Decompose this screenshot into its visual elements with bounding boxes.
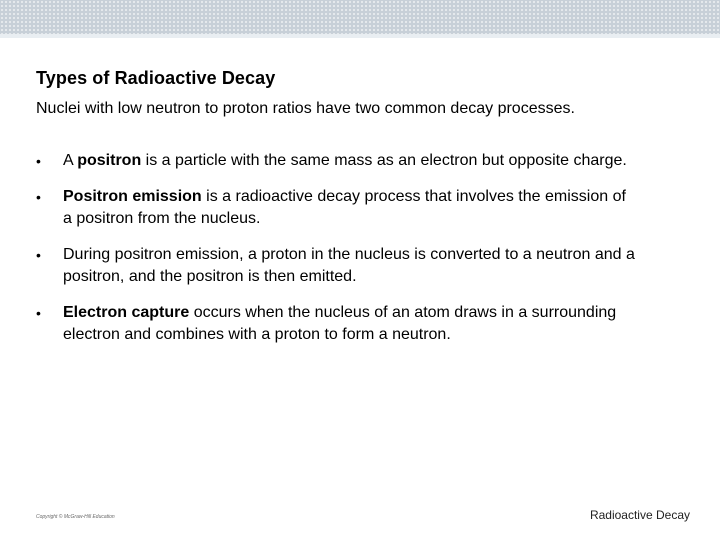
bullet-icon: •: [36, 153, 41, 169]
bullet-item: [36, 150, 636, 172]
bullet-term: Positron emission: [63, 188, 202, 205]
bullet-item: [36, 186, 636, 230]
bullet-post: is a particle with the same mass as an electron but opposite charge.: [141, 152, 627, 169]
footer-section-label: Radioactive Decay: [589, 508, 690, 522]
bullet-pre: A: [63, 152, 78, 169]
bullet-text: [63, 150, 636, 172]
slide-title: Types of Radioactive Decay: [36, 68, 276, 88]
bullet-item: [36, 244, 636, 288]
intro-text: Nuclei with low neutron to proton ratios have two common decay processes.: [36, 100, 575, 117]
bullet-text: [63, 186, 636, 230]
bullet-icon: •: [36, 189, 41, 205]
bullet-icon: •: [36, 247, 41, 263]
bullet-text: [63, 302, 636, 346]
bullet-icon: •: [36, 305, 41, 321]
bullet-term: positron: [77, 152, 142, 169]
bullet-post: occurs when the nucleus of an atom draws in a surrounding electron and combines with a proton to form a neutron.: [63, 304, 617, 343]
bullet-post: is a radioactive decay process that involves the emission of a positron from the nucleus.: [63, 188, 626, 227]
header-band: [0, 0, 720, 38]
copyright-note: Copyright © McGraw-Hill Education: [36, 514, 115, 520]
bullet-pre: During positron emission, a proton in the nucleus is converted to a neutron and a positron, and the positron is then emitted.: [63, 246, 635, 285]
bullet-term: Electron capture: [63, 304, 190, 321]
bullet-text: [63, 244, 636, 288]
bullet-list: [36, 150, 636, 360]
bullet-item: [36, 302, 636, 346]
